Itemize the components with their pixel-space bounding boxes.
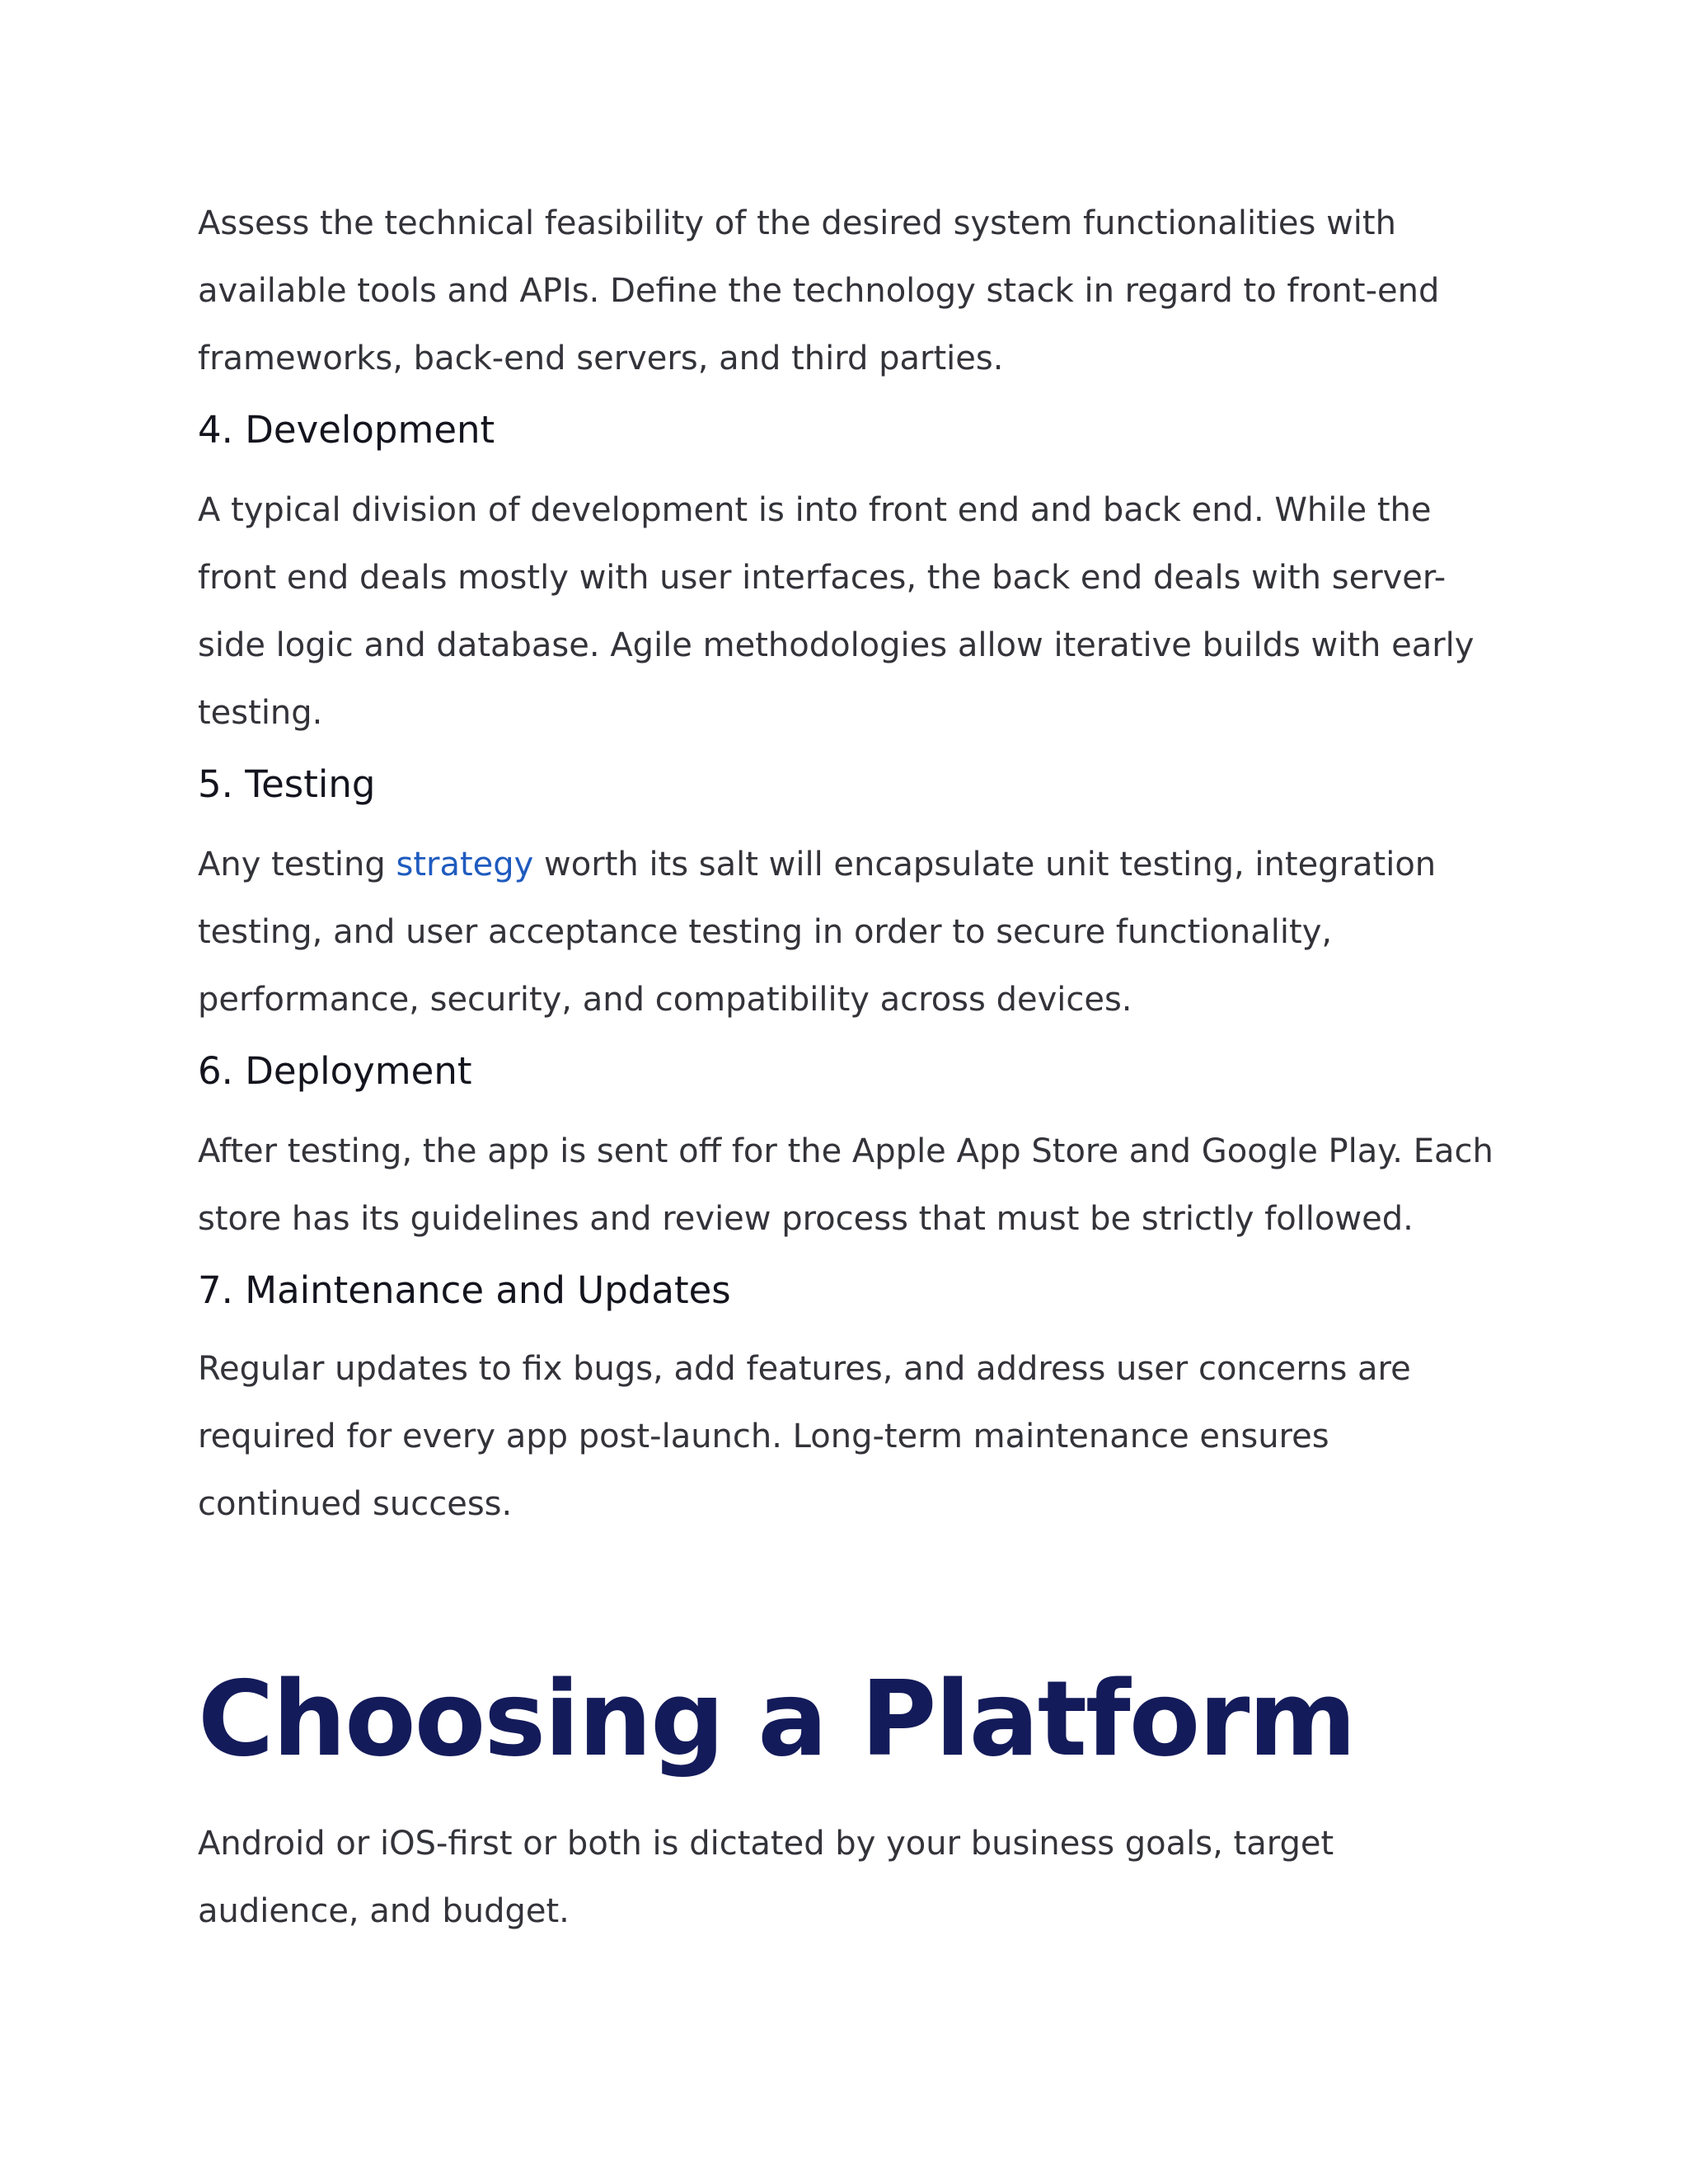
choosing-platform-heading: Choosing a Platform bbox=[198, 1658, 1355, 1779]
maintenance-heading: 7. Maintenance and Updates bbox=[198, 1268, 731, 1312]
maintenance-paragraph: Regular updates to fix bugs, add features, and address user concerns are required for every app post-launch. Long-term maintenance ensures continued success. bbox=[198, 1350, 1411, 1523]
testing-paragraph bbox=[198, 831, 1500, 1033]
deployment-heading: 6. Deployment bbox=[198, 1049, 472, 1093]
platform-paragraph: Android or iOS-first or both is dictated by your business goals, target audience, and budget. bbox=[198, 1825, 1334, 1930]
intro-paragraph: Assess the technical feasibility of the desired system functionalities with available tools and APIs. Define the technology stack in regard to front-end frameworks, back-end servers, and third parties. bbox=[198, 204, 1440, 377]
article-content bbox=[198, 190, 1500, 1945]
strategy-link[interactable]: strategy bbox=[396, 846, 534, 883]
development-paragraph: A typical division of development is into front end and back end. While the front end deals mostly with user interfaces, the back end deals with server-side logic and database. Agile methodologies allow iterative builds with early testing. bbox=[198, 491, 1475, 732]
testing-text-before-link: Any testing bbox=[198, 846, 396, 883]
testing-heading: 5. Testing bbox=[198, 762, 376, 806]
development-heading: 4. Development bbox=[198, 408, 495, 452]
testing-text-after-link: worth its salt will encapsulate unit testing, integration testing, and user acceptance testing in order to secure functionality, performance, security, and compatibility across devices. bbox=[198, 846, 1437, 1019]
deployment-paragraph: After testing, the app is sent off for the Apple App Store and Google Play. Each store has its guidelines and review process that must be strictly followed. bbox=[198, 1132, 1493, 1238]
